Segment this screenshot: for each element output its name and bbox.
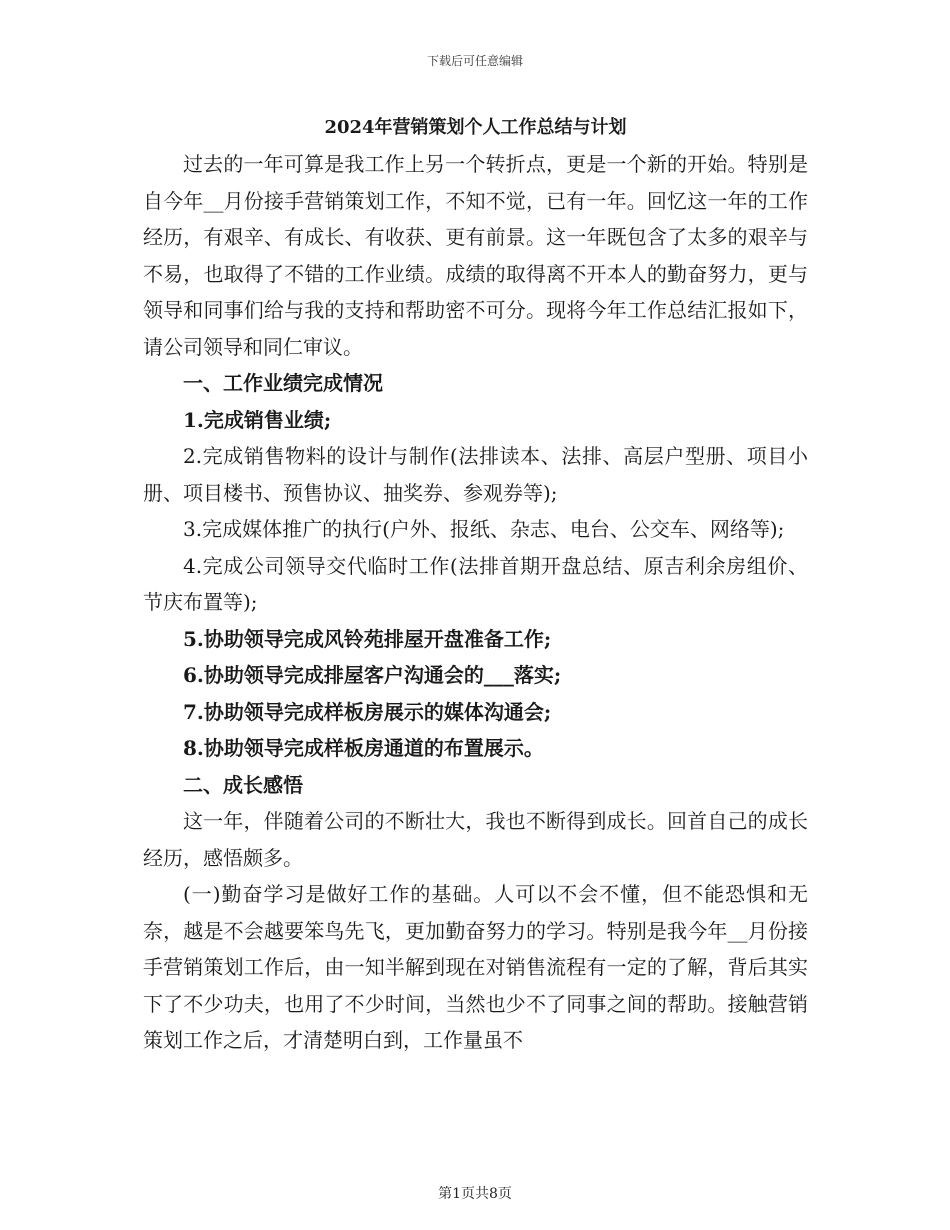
list-item: 7.协助领导完成样板房展示的媒体沟通会; (183, 699, 552, 724)
list-item: 8.协助领导完成样板房通道的布置展示。 (183, 736, 544, 760)
section-heading-achievements: 一、工作业绩完成情况 (183, 371, 383, 395)
list-item: 6.协助领导完成排屋客户沟通会的___落实; (183, 663, 562, 687)
document-title: 2024年营销策划个人工作总结与计划 (324, 117, 627, 138)
page-number: 第1页共8页 (438, 1186, 512, 1202)
list-item: 4.完成公司领导交代临时工作(法排首期开盘总结、原吉利余房组价、节庆布置等); (143, 553, 808, 614)
body-paragraph: 这一年，伴随着公司的不断壮大，我也不断得到成长。回首自己的成长经历，感悟颇多。 (143, 809, 808, 870)
list-item: 3.完成媒体推广的执行(户外、报纸、杂志、电台、公交车、网络等); (183, 517, 785, 541)
section-heading-growth: 二、成长感悟 (183, 772, 303, 797)
header-note: 下载后可任意编辑 (426, 54, 523, 68)
intro-paragraph: 过去的一年可算是我工作上另一个转折点，更是一个新的开始。特别是自今年__月份接手营销策划工作，不知不觉，已有一年。回忆这一年的工作经历，有艰辛、有成长、有收获、更有前景。这一年既包含了太多的艰辛与不易，也取得了不错的工作业绩。成绩的取得离不开本人的勤奋努力，更与领导和同事们给与我的支持和帮助密不可分。现将今年工作总结汇报如下，请公司领导和同仁审议。 (143, 152, 808, 359)
list-item: 5.协助领导完成风铃苑排屋开盘准备工作; (183, 626, 552, 651)
list-item: 1.完成销售业绩; (183, 407, 332, 432)
body-paragraph: (一)勤奋学习是做好工作的基础。人可以不会不懂，但不能恐惧和无奈，越是不会越要笨鸟先飞，更加勤奋努力的学习。特别是我今年__月份接手营销策划工作后，由一知半解到现在对销售流程有一定的了解，背后其实下了不少功夫，也用了不少时间，当然也少不了同事之间的帮助。接触营销策划工作之后，才清楚明白到，工作量虽不 (143, 882, 808, 1052)
list-item: 2.完成销售物料的设计与制作(法排读本、法排、高层户型册、项目小册、项目楼书、预售协议、抽奖券、参观券等); (143, 444, 808, 505)
document-body (143, 110, 808, 1059)
